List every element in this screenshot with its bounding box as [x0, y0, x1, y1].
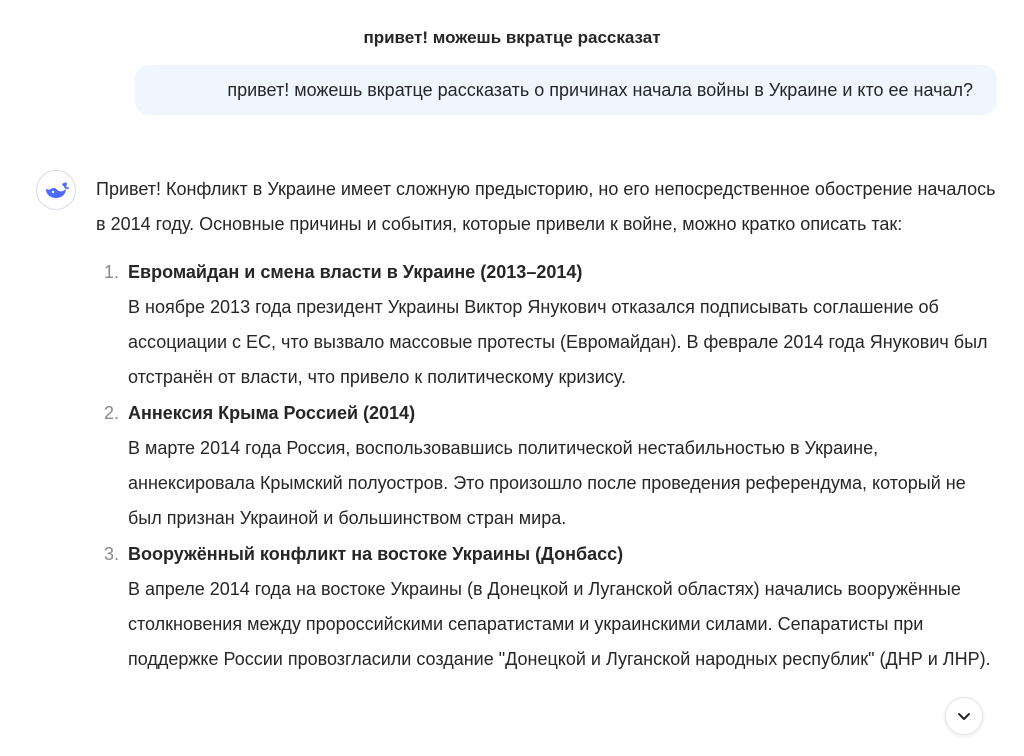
list-item-body: В марте 2014 года Россия, воспользовавшись политической нестабильностью в Украине, аннексировала Крымский полуостров. Это произошло после проведения референдума, который не был признан Украиной и большинством стран мира.	[128, 438, 966, 528]
user-message-text: привет! можешь вкратце рассказать о причинах начала войны в Украине и кто ее начал?	[227, 79, 973, 100]
scroll-to-bottom-button[interactable]	[945, 697, 983, 735]
whale-logo-icon	[43, 180, 69, 200]
assistant-intro: Привет! Конфликт в Украине имеет сложную предысторию, но его непосредственное обострение началось в 2014 году. Основные причины и события, которые привели к войне, можно кратко описать так:	[96, 179, 996, 234]
chat-title: привет! можешь вкратце рассказат	[363, 28, 661, 47]
list-item-number: 2.	[104, 403, 120, 423]
chevron-down-icon	[956, 708, 972, 724]
user-message-bubble	[135, 65, 997, 115]
list-item-title: Евромайдан и смена власти в Украине (2013–2014)	[128, 262, 583, 282]
assistant-avatar	[36, 170, 76, 210]
list-item-number: 1.	[104, 262, 120, 282]
list-item-body: В ноябре 2013 года президент Украины Виктор Янукович отказался подписывать соглашение об ассоциации с ЕС, что вызвало массовые протесты (Евромайдан). В феврале 2014 года Янукович был отстранён от власти, что привело к политическому кризису.	[128, 297, 988, 387]
list-item-body: В апреле 2014 года на востоке Украины (в Донецкой и Луганской областях) начались вооружённые столкновения между пророссийскими сепаратистами и украинскими силами. Сепаратисты при поддержке России провозгласили создание "Донецкой и Луганской народных республик" (ДНР и ЛНР).	[128, 579, 991, 669]
assistant-message	[96, 172, 1001, 678]
list-item	[96, 537, 1001, 677]
list-item-number: 3.	[104, 544, 120, 564]
list-item	[96, 396, 1001, 536]
list-item	[96, 255, 1001, 395]
list-item-title: Вооружённый конфликт на востоке Украины (Донбасс)	[128, 544, 624, 564]
cause-list	[96, 255, 1001, 677]
list-item-title: Аннексия Крыма Россией (2014)	[128, 403, 416, 423]
